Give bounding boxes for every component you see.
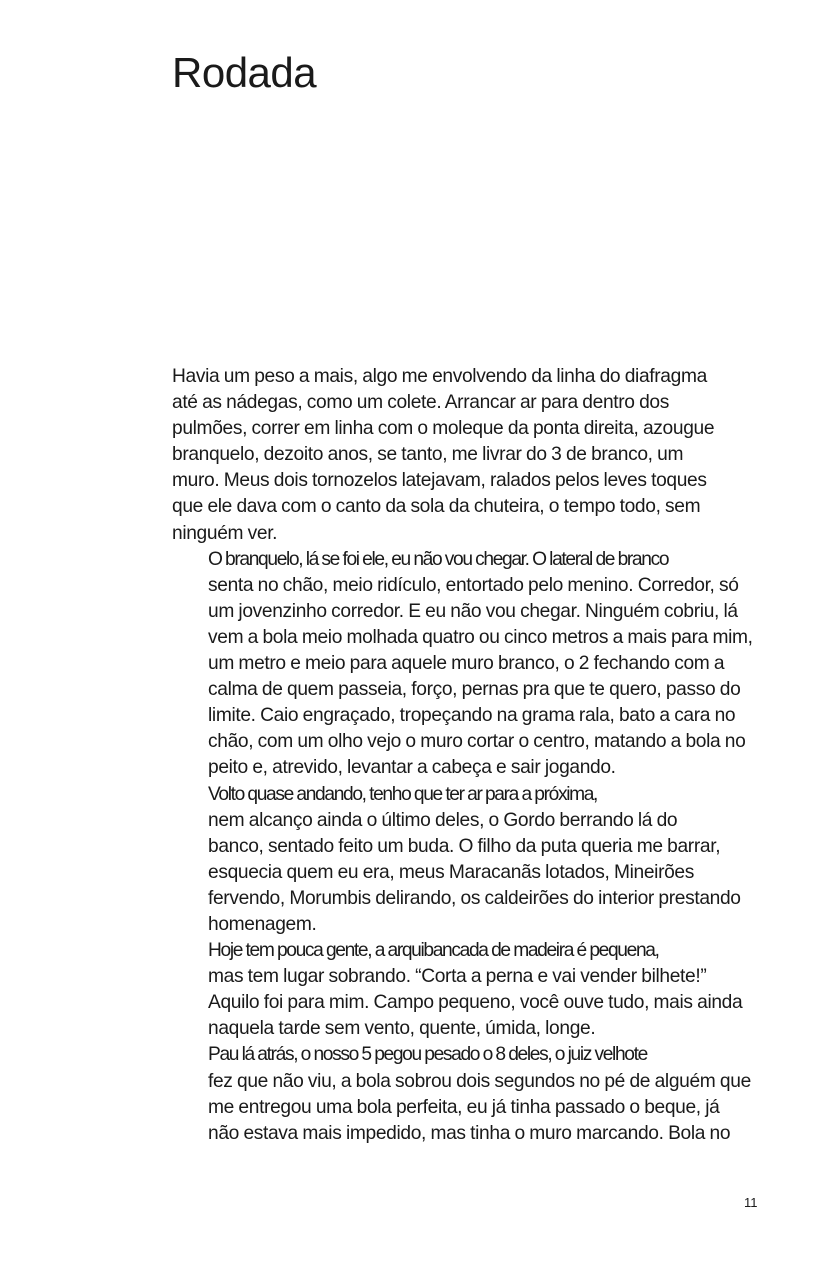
text-line: limite. Caio engraçado, tropeçando na grama rala, bato a cara no	[208, 705, 736, 727]
text-line: senta no chão, meio ridículo, entortado pelo menino. Corredor, só	[208, 574, 739, 596]
paragraph	[172, 938, 762, 1042]
text-line: um metro e meio para aquele muro branco, o 2 fechando com a	[208, 653, 725, 675]
text-line: esquecia quem eu era, meus Maracanãs lotados, Mineirões	[208, 861, 694, 883]
text-line: Aquilo foi para mim. Campo pequeno, você ouve tudo, mais ainda	[208, 992, 743, 1014]
text-line: ninguém ver.	[172, 522, 278, 544]
text-line: naquela tarde sem vento, quente, úmida, longe.	[208, 1018, 596, 1040]
text-line: peito e, atrevido, levantar a cabeça e sair jogando.	[208, 757, 616, 779]
paragraph	[172, 782, 762, 939]
paragraph	[172, 547, 762, 782]
text-line: branquelo, dezoito anos, se tanto, me livrar do 3 de branco, um	[172, 444, 684, 466]
text-line: não estava mais impedido, mas tinha o muro marcando. Bola no	[208, 1122, 731, 1144]
text-line: vem a bola meio molhada quatro ou cinco metros a mais para mim,	[208, 626, 753, 648]
text-line: mas tem lugar sobrando. “Corta a perna e vai vender bilhete!”	[208, 966, 707, 988]
text-line: homenagem.	[208, 913, 317, 935]
paragraph	[172, 1042, 762, 1146]
text-line: Volto quase andando, tenho que ter ar para a próxima,	[208, 783, 598, 805]
text-line: fez que não viu, a bola sobrou dois segundos no pé de alguém que	[208, 1070, 751, 1092]
chapter-title: Rodada	[172, 49, 317, 96]
text-line: Havia um peso a mais, algo me envolvendo da linha do diafragma	[172, 366, 707, 387]
text-line: Pau lá atrás, o nosso 5 pegou pesado o 8 deles, o juiz velhote	[208, 1044, 647, 1066]
text-line: O branquelo, lá se foi ele, eu não vou chegar. O lateral de branco	[208, 548, 669, 570]
text-line: fervendo, Morumbis delirando, os caldeirões do interior prestando	[208, 887, 741, 909]
text-line: um jovenzinho corredor. E eu não vou chegar. Ninguém cobriu, lá	[208, 600, 738, 622]
text-line: que ele dava com o canto da sola da chuteira, o tempo todo, sem	[172, 496, 701, 518]
text-line: pulmões, correr em linha com o moleque da ponta direita, azougue	[172, 418, 715, 440]
paragraph	[172, 364, 762, 547]
text-line: banco, sentado feito um buda. O filho da puta queria me barrar,	[208, 835, 721, 857]
page-number: 11	[744, 1195, 758, 1210]
text-line: calma de quem passeia, forço, pernas pra que te quero, passo do	[208, 679, 741, 701]
text-line: Hoje tem pouca gente, a arquibancada de madeira é pequena,	[208, 940, 659, 962]
text-line: muro. Meus dois tornozelos latejavam, ralados pelos leves toques	[172, 470, 707, 492]
chapter-body	[172, 364, 762, 1147]
text-line: me entregou uma bola perfeita, eu já tinha passado o beque, já	[208, 1096, 720, 1118]
text-line: até as nádegas, como um colete. Arrancar ar para dentro dos	[172, 392, 669, 414]
text-line: nem alcanço ainda o último deles, o Gordo berrando lá do	[208, 809, 678, 831]
text-line: chão, com um olho vejo o muro cortar o centro, matando a bola no	[208, 731, 746, 753]
